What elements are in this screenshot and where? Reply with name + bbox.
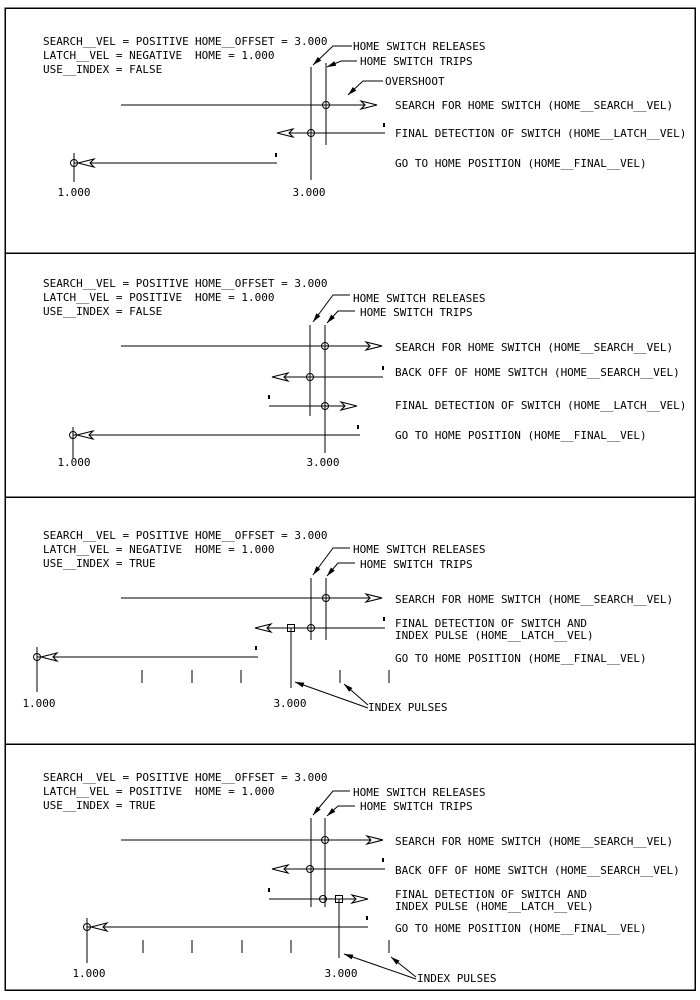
panel-4-label-home-switch-releases: HOME SWITCH RELEASES <box>353 786 486 799</box>
panel-1-label-search-move: SEARCH FOR HOME SWITCH (HOME__SEARCH__VEL) <box>395 99 674 112</box>
panel-1-param-home-offset: HOME__OFFSET = 3.000 <box>195 35 328 48</box>
panel-2-param-home-offset: HOME__OFFSET = 3.000 <box>195 277 328 290</box>
panel-1-axis-home-position: 1.000 <box>57 186 91 199</box>
panel-2-axis-home-position: 1.000 <box>57 456 91 469</box>
panel-2-leader-arrowhead-1 <box>313 313 320 322</box>
panel-4-label-final-move: GO TO HOME POSITION (HOME__FINAL__VEL) <box>395 922 647 935</box>
panel-4-label-index-pulses: INDEX PULSES <box>417 972 497 985</box>
panel-4-param-use-index: USE__INDEX = TRUE <box>43 799 156 812</box>
panel-1-leader-arrowhead-2 <box>327 61 336 67</box>
panel-3-param-use-index: USE__INDEX = TRUE <box>43 557 156 570</box>
panel-3-label-home-switch-trips: HOME SWITCH TRIPS <box>360 558 473 571</box>
panel-1-label-home-switch-releases: HOME SWITCH RELEASES <box>353 40 486 53</box>
panel-4-start-position-dot <box>366 916 368 920</box>
panel-1-param-latch-vel: LATCH__VEL = NEGATIVE <box>43 49 183 62</box>
panel-1-label-home-switch-trips: HOME SWITCH TRIPS <box>360 55 473 68</box>
panel-3-start-position-dot <box>255 646 257 650</box>
panel-3-leader-arrowhead-1 <box>313 566 320 575</box>
panel-2-start-position-dot <box>382 366 384 370</box>
panel-4-label-backoff-move: BACK OFF OF HOME SWITCH (HOME__SEARCH__VEL) <box>395 864 680 877</box>
panel-2-param-home: HOME = 1.000 <box>195 291 275 304</box>
panel-1-param-search-vel: SEARCH__VEL = POSITIVE <box>43 35 189 48</box>
panel-3-leader-arrowhead-3 <box>295 682 304 687</box>
panel-1-label-final-move: GO TO HOME POSITION (HOME__FINAL__VEL) <box>395 157 647 170</box>
panel-1-start-position-dot <box>275 153 277 157</box>
panel-3-param-latch-vel: LATCH__VEL = NEGATIVE <box>43 543 183 556</box>
panel-1-param-use-index: USE__INDEX = FALSE <box>43 63 163 76</box>
panel-2-start-position-dot <box>357 425 359 429</box>
panel-2-label-final-move: GO TO HOME POSITION (HOME__FINAL__VEL) <box>395 429 647 442</box>
panel-1-label-overshoot: OVERSHOOT <box>385 75 445 88</box>
panel-2-param-latch-vel: LATCH__VEL = POSITIVE <box>43 291 183 304</box>
panel-4-label-latch-move-line1: FINAL DETECTION OF SWITCH AND <box>395 888 588 901</box>
panel-3-label-search-move: SEARCH FOR HOME SWITCH (HOME__SEARCH__VEL) <box>395 593 674 606</box>
panel-2-param-use-index: USE__INDEX = FALSE <box>43 305 163 318</box>
panel-2-label-home-switch-releases: HOME SWITCH RELEASES <box>353 292 486 305</box>
panel-1-axis-home-offset: 3.000 <box>292 186 326 199</box>
panel-2-label-backoff-move: BACK OFF OF HOME SWITCH (HOME__SEARCH__VEL) <box>395 366 680 379</box>
panel-3-param-home-offset: HOME__OFFSET = 3.000 <box>195 529 328 542</box>
panel-2-label-home-switch-trips: HOME SWITCH TRIPS <box>360 306 473 319</box>
panel-4-label-latch-move-line2: INDEX PULSE (HOME__LATCH__VEL) <box>395 900 594 913</box>
panel-1-label-latch-move: FINAL DETECTION OF SWITCH (HOME__LATCH__VEL) <box>395 127 687 140</box>
panel-3-axis-home-position: 1.000 <box>22 697 56 710</box>
panel-4-param-home: HOME = 1.000 <box>195 785 275 798</box>
panel-2-param-search-vel: SEARCH__VEL = POSITIVE <box>43 277 189 290</box>
panel-4-param-home-offset: HOME__OFFSET = 3.000 <box>195 771 328 784</box>
panel-3-param-home: HOME = 1.000 <box>195 543 275 556</box>
panel-3-label-home-switch-releases: HOME SWITCH RELEASES <box>353 543 486 556</box>
panel-3-start-position-dot <box>383 617 385 621</box>
panel-3-label-final-move: GO TO HOME POSITION (HOME__FINAL__VEL) <box>395 652 647 665</box>
panel-4-label-search-move: SEARCH FOR HOME SWITCH (HOME__SEARCH__VEL) <box>395 835 674 848</box>
panel-2-axis-home-offset: 3.000 <box>306 456 340 469</box>
panel-4-start-position-dot <box>268 888 270 892</box>
panel-4-axis-home-position: 1.000 <box>72 967 106 980</box>
panel-1-param-home: HOME = 1.000 <box>195 49 275 62</box>
panel-4-param-search-vel: SEARCH__VEL = POSITIVE <box>43 771 189 784</box>
panel-4-param-latch-vel: LATCH__VEL = POSITIVE <box>43 785 183 798</box>
panel-4-start-position-dot <box>382 858 384 862</box>
panel-2-label-search-move: SEARCH FOR HOME SWITCH (HOME__SEARCH__VEL) <box>395 341 674 354</box>
panel-3-label-index-pulses: INDEX PULSES <box>368 701 448 714</box>
panel-4-label-home-switch-trips: HOME SWITCH TRIPS <box>360 800 473 813</box>
panel-1-start-position-dot <box>383 123 385 127</box>
panel-3-param-search-vel: SEARCH__VEL = POSITIVE <box>43 529 189 542</box>
panel-4-leader-arrowhead-3 <box>344 954 353 959</box>
panel-3-label-latch-move-line1: FINAL DETECTION OF SWITCH AND <box>395 617 588 630</box>
panel-3-label-latch-move-line2: INDEX PULSE (HOME__LATCH__VEL) <box>395 629 594 642</box>
panel-4-axis-home-offset: 3.000 <box>324 967 358 980</box>
panel-2-start-position-dot <box>268 395 270 399</box>
panel-1-leader-line-1 <box>313 46 352 65</box>
panel-3-axis-home-offset: 3.000 <box>273 697 307 710</box>
panel-2-label-latch-move: FINAL DETECTION OF SWITCH (HOME__LATCH__VEL) <box>395 399 687 412</box>
